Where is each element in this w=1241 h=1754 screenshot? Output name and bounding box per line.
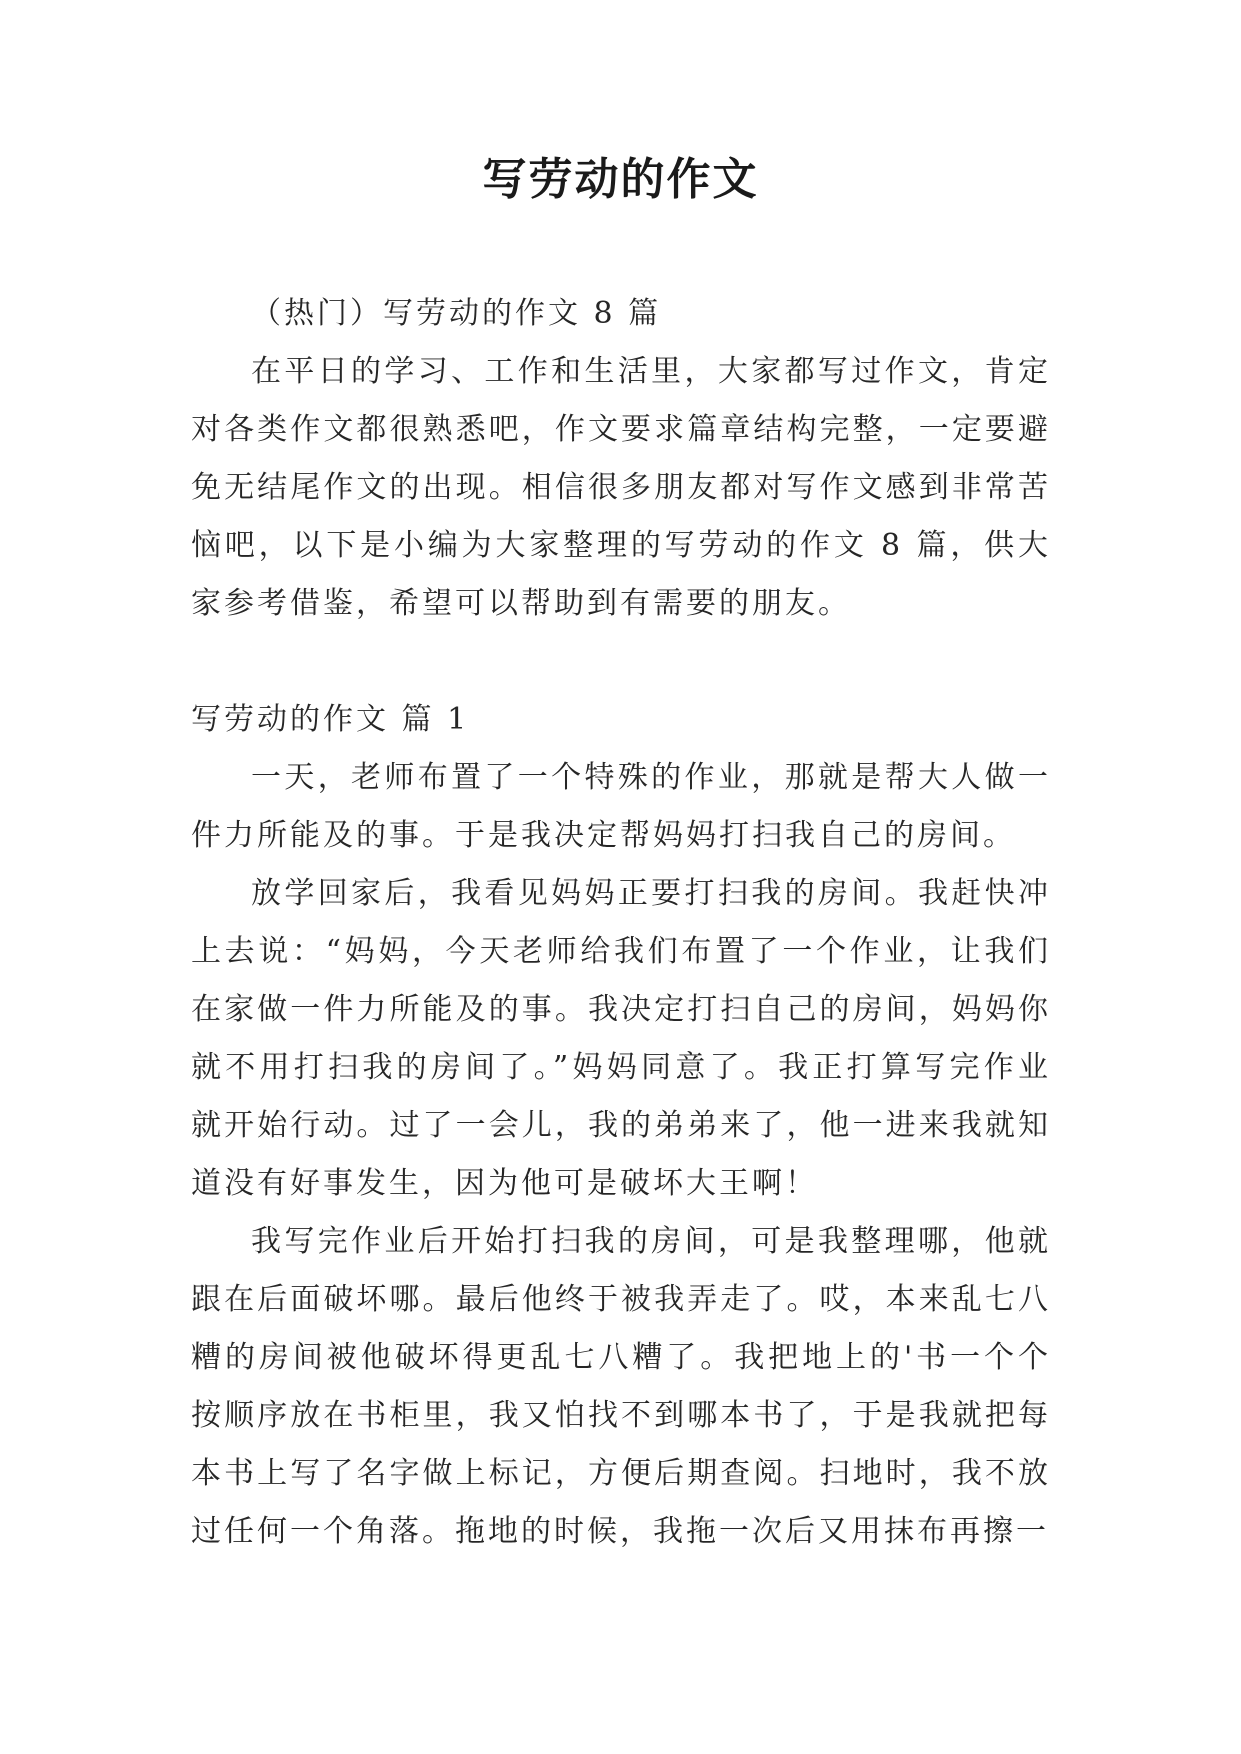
body-paragraph: 一天，老师布置了一个特殊的作业，那就是帮大人做一件力所能及的事。于是我决定帮妈妈打扫我自己的房间。 bbox=[191, 760, 1051, 853]
intro-paragraph: 在平日的学习、工作和生活里，大家都写过作文，肯定对各类作文都很熟悉吧，作文要求篇章结构完整，一定要避免无结尾作文的出现。相信很多朋友都对写作文感到非常苦恼吧，以下是小编为大家整理的写劳动的作文 8 篇，供大家参考借鉴，希望可以帮助到有需要的朋友。 bbox=[191, 354, 1051, 621]
body-paragraph: 我写完作业后开始打扫我的房间，可是我整理哪，他就跟在后面破坏哪。最后他终于被我弄走了。哎，本来乱七八糟的房间被他破坏得更乱七八糟了。我把地上的'书一个个按顺序放在书柜里，我又怕找不到哪本书了，于是我就把每本书上写了名字做上标记，方便后期查阅。扫地时，我不放过任何一个角落。拖地的时候，我拖一次后又用抹布再擦一 bbox=[191, 1224, 1051, 1549]
document-subtitle: （热门）写劳动的作文 8 篇 bbox=[251, 296, 662, 331]
document-body bbox=[191, 285, 1051, 1561]
body-paragraph: 放学回家后，我看见妈妈正要打扫我的房间。我赶快冲上去说：“妈妈，今天老师给我们布置了一个作业，让我们在家做一件力所能及的事。我决定打扫自己的房间，妈妈你就不用打扫我的房间了。”妈妈同意了。我正打算写完作业就开始行动。过了一会儿，我的弟弟来了，他一进来我就知道没有好事发生，因为他可是破坏大王啊！ bbox=[191, 876, 1051, 1201]
section-heading: 写劳动的作文 篇 1 bbox=[191, 702, 470, 737]
document-title: 写劳动的作文 bbox=[482, 154, 759, 205]
